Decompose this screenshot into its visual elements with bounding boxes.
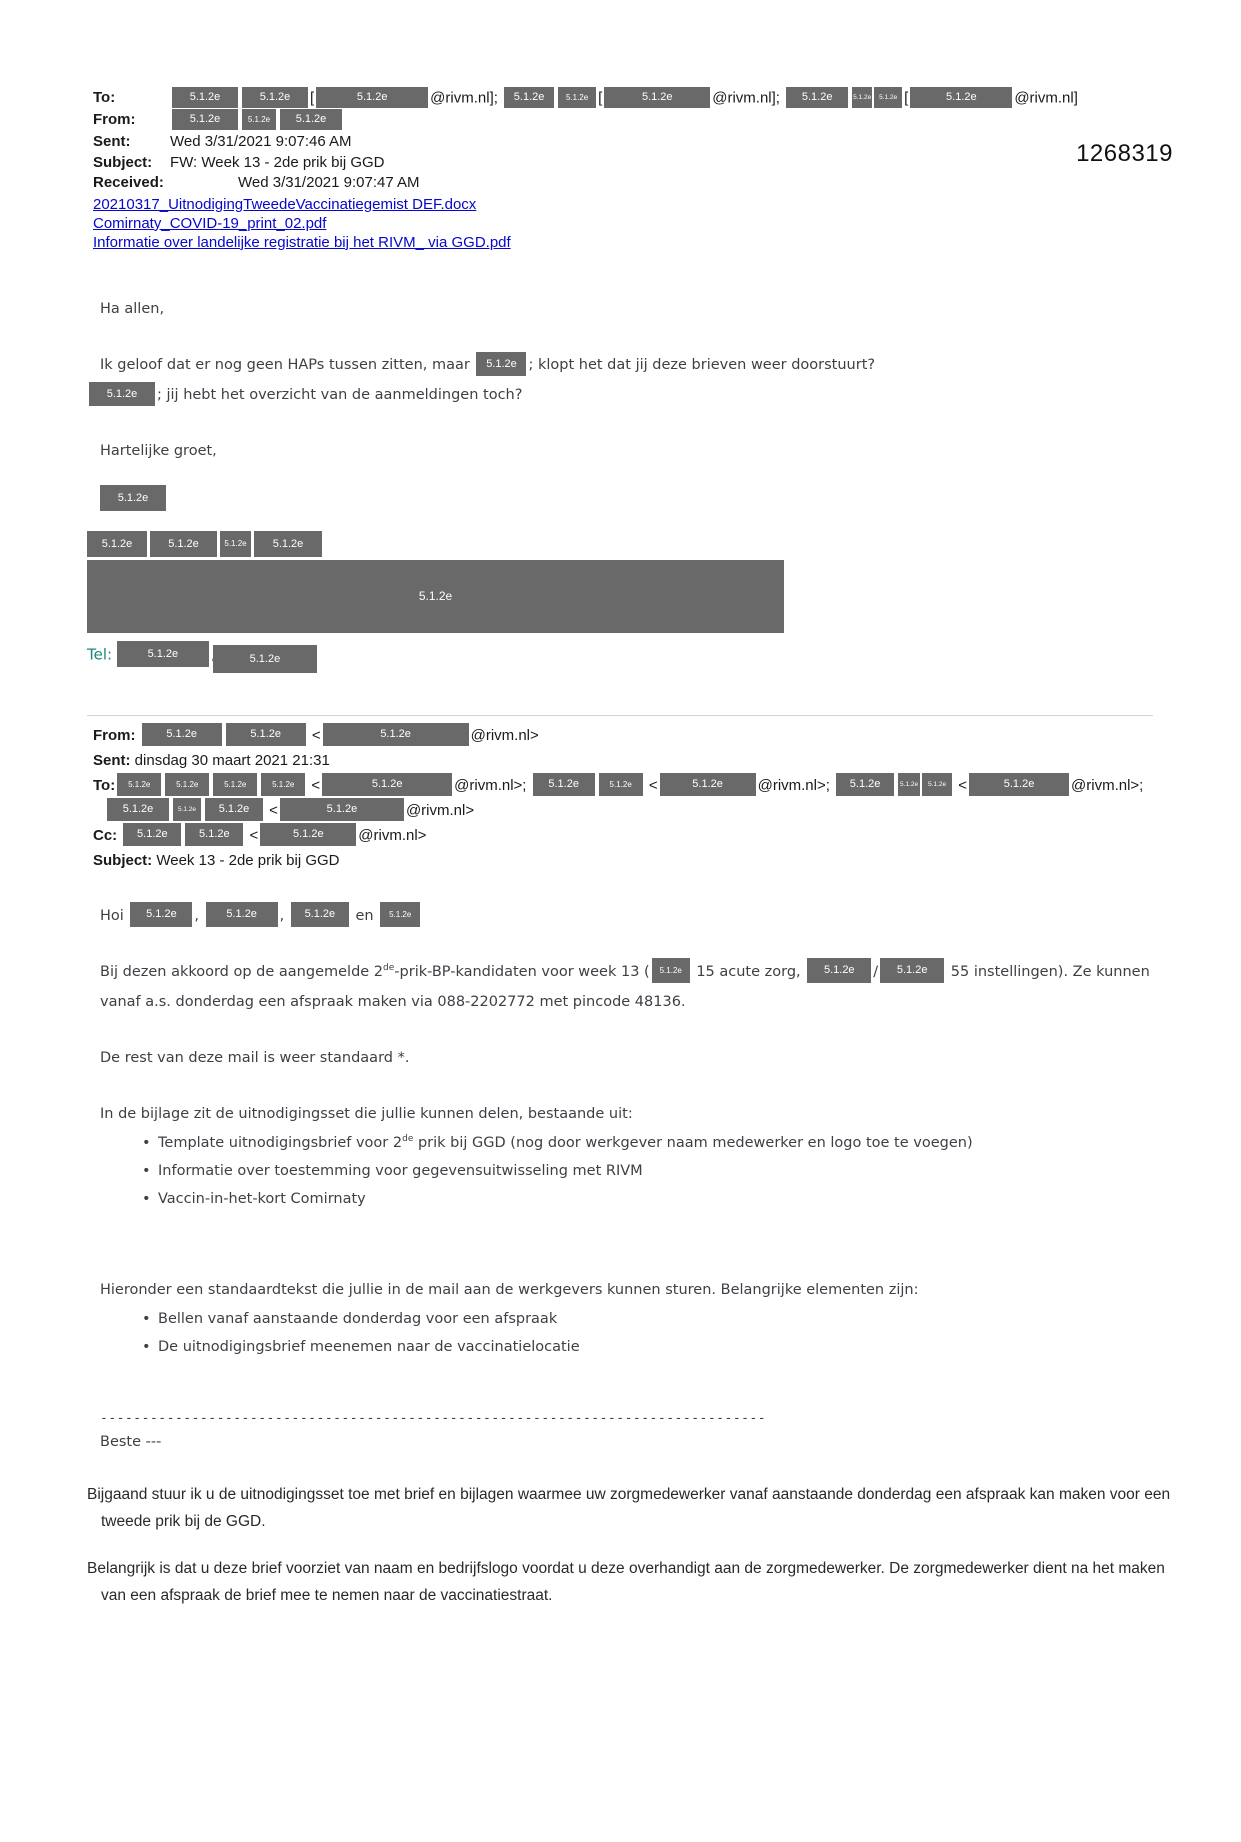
instruction-bullet-list — [142, 1305, 1175, 1361]
sent-label: Sent: — [93, 751, 131, 769]
email2-header — [93, 724, 1241, 873]
from-label: From: — [93, 111, 136, 128]
angle-bracket: < — [311, 726, 321, 744]
bullet-icon: • — [142, 1338, 151, 1355]
redaction-box: 5.1.2e — [786, 87, 848, 108]
paragraph-line — [100, 350, 1100, 380]
email1-sent-row — [93, 132, 1241, 152]
redaction-box: 5.1.2e — [173, 798, 201, 821]
spacer — [100, 324, 1100, 350]
list-item-text: Bellen vanaf aanstaande donderdag voor een afspraak — [158, 1310, 558, 1327]
bracket: [ — [310, 89, 315, 107]
email-domain: @rivm.nl>; — [757, 776, 830, 794]
list-item — [142, 1157, 1175, 1185]
list-item-text: Vaccin-in-het-kort Comirnaty — [158, 1190, 366, 1207]
email1-body — [100, 294, 1100, 466]
email2-subject-row — [93, 849, 1241, 873]
email-divider — [87, 715, 1153, 716]
tel-label: Tel: — [87, 645, 113, 663]
signature-detail-row — [87, 532, 1241, 558]
spacer — [100, 1073, 1175, 1099]
bullet-icon: • — [142, 1310, 151, 1327]
bullet-icon: • — [142, 1134, 151, 1151]
to-label: To: — [93, 776, 116, 794]
sent-value: dinsdag 30 maart 2021 21:31 — [134, 751, 330, 769]
list-item — [142, 1305, 1175, 1333]
final-paragraph-2: Belangrijk is dat u deze brief voorziet van naam en bedrijfslogo voordat u deze overhandigt aan de zorgmedewerker. De zorgmedewerker dient na het maken van een afspraak de brief mee te nemen naar de vaccinatiestraat. — [87, 1559, 1165, 1604]
email2-body — [87, 889, 1175, 1609]
email1-subject-row — [93, 153, 1241, 173]
body-text: Hoi — [100, 907, 124, 924]
list-item-text: Informatie over toestemming voor gegevensuitwisseling met RIVM — [158, 1162, 643, 1179]
angle-bracket: < — [249, 826, 259, 844]
redaction-box: 5.1.2e — [205, 798, 263, 821]
redaction-block-large — [87, 560, 784, 633]
body-text: -prik-BP-kandidaten voor week 13 ( — [394, 963, 650, 980]
redaction-box: 5.1.2e — [380, 902, 420, 927]
to-label: To: — [93, 89, 116, 106]
redaction-box: 5.1.2e — [558, 87, 596, 108]
redaction-box: 5.1.2e — [185, 823, 243, 846]
redaction-box: 5.1.2e — [142, 723, 222, 746]
redaction-box: 5.1.2e — [172, 109, 238, 130]
angle-bracket: < — [958, 776, 968, 794]
email-domain: @rivm.nl>; — [1071, 776, 1144, 794]
redaction-box: 5.1.2e — [213, 645, 317, 673]
redaction-box: 5.1.2e — [260, 823, 356, 846]
email1-header — [93, 88, 1241, 193]
document-number: 1268319 — [1076, 140, 1173, 167]
redaction-box: 5.1.2e — [322, 773, 452, 796]
email2-cc-row — [93, 824, 1241, 848]
cc-label: Cc: — [93, 826, 118, 844]
attachment-link-2[interactable]: Comirnaty_COVID-19_print_02.pdf — [93, 214, 327, 232]
redaction-box: 5.1.2e — [323, 723, 469, 746]
redaction-box: 5.1.2e — [100, 485, 166, 511]
spacer — [100, 931, 1175, 957]
redaction-box: 5.1.2e — [533, 773, 595, 796]
attachment-link-1[interactable]: 20210317_UitnodigingTweedeVaccinatiegemist DEF.docx — [93, 195, 477, 213]
redaction-box: 5.1.2e — [880, 958, 944, 983]
bracket: [ — [598, 89, 603, 107]
email2-sent-row — [93, 749, 1241, 773]
redaction-box: 5.1.2e — [117, 773, 161, 796]
list-item — [142, 1129, 1175, 1157]
angle-bracket: < — [648, 776, 658, 794]
superscript: de — [383, 962, 395, 973]
redaction-box: 5.1.2e — [89, 382, 155, 406]
email2-to-row-2 — [105, 799, 1241, 823]
list-item-text: Template uitnodigingsbrief voor 2de prik bij GGD (nog door werkgever naam medewerker en logo toe te voegen) — [158, 1133, 973, 1151]
angle-bracket: < — [269, 801, 278, 819]
salutation: Beste --- — [100, 1433, 162, 1450]
redaction-box: 5.1.2e — [280, 798, 404, 821]
body-text: Ik geloof dat er nog geen HAPs tussen zitten, maar — [100, 356, 470, 373]
comma: , — [279, 907, 285, 924]
telephone-row — [87, 641, 1241, 669]
subject-label: Subject: — [93, 851, 153, 869]
email-domain: @rivm.nl]; — [712, 89, 780, 107]
sent-label: Sent: — [93, 133, 131, 150]
subject-value: FW: Week 13 - 2de prik bij GGD — [170, 153, 385, 171]
email1-to-row — [93, 88, 1241, 109]
redaction-box: 5.1.2e — [220, 531, 251, 557]
list-item — [142, 1185, 1175, 1213]
redaction-box: 5.1.2e — [107, 798, 169, 821]
redaction-box: 5.1.2e — [910, 87, 1012, 108]
list-item — [142, 1333, 1175, 1361]
redaction-box: 5.1.2e — [836, 773, 894, 796]
approval-paragraph — [100, 957, 1175, 1017]
email1-from-row — [93, 110, 1241, 131]
redaction-box: 5.1.2e — [476, 352, 526, 376]
redaction-box: 5.1.2e — [652, 958, 690, 983]
slash: / — [873, 963, 879, 980]
from-value — [170, 110, 344, 131]
redaction-box: 5.1.2e — [172, 87, 238, 108]
redaction-box: 5.1.2e — [599, 773, 643, 796]
superscript: de — [402, 1133, 414, 1144]
received-value: Wed 3/31/2021 9:07:47 AM — [238, 174, 420, 191]
body-text: Bij dezen akkoord op de aangemelde 2 — [100, 963, 384, 980]
angle-bracket: < — [311, 776, 321, 794]
redaction-box: 5.1.2e — [87, 531, 147, 557]
body-text: 15 acute zorg, — [696, 963, 801, 980]
redaction-box: 5.1.2e — [117, 641, 209, 667]
closing-text: Hartelijke groet, — [100, 442, 217, 459]
redaction-box: 5.1.2e — [123, 823, 181, 846]
redaction-box: 5.1.2e — [969, 773, 1069, 796]
subject-value: Week 13 - 2de prik bij GGD — [156, 851, 340, 869]
list-item-text: De uitnodigingsbrief meenemen naar de vaccinatielocatie — [158, 1338, 580, 1355]
spacer — [100, 1213, 1175, 1275]
signature-block — [87, 486, 1241, 669]
email2-from-row — [93, 724, 1241, 748]
attachment-link-3[interactable]: Informatie over landelijke registratie bij het RIVM_ via GGD.pdf — [93, 233, 511, 251]
email-domain: @rivm.nl]; — [430, 89, 498, 107]
email-domain: @rivm.nl] — [1014, 89, 1078, 107]
spacer — [100, 1455, 1175, 1481]
redaction-box: 5.1.2e — [242, 87, 308, 108]
body-text: 55 instellingen). Ze kunnen vanaf a.s. donderdag een afspraak maken via 088-2202772 met pincode 48136. — [100, 963, 1150, 1010]
bracket: [ — [904, 89, 909, 107]
subject-label: Subject: — [93, 153, 153, 171]
redaction-box: 5.1.2e — [874, 87, 902, 108]
redaction-box: 5.1.2e — [226, 723, 306, 746]
redaction-box: 5.1.2e — [242, 109, 276, 130]
redaction-box: 5.1.2e — [150, 531, 217, 557]
email1-received-row — [93, 173, 1241, 193]
received-label: Received: — [93, 174, 164, 191]
greeting: Ha allen, — [100, 300, 165, 317]
redaction-label: 5.1.2e — [418, 589, 453, 603]
comma: , — [194, 907, 200, 924]
bullet-icon: • — [142, 1162, 151, 1179]
email2-to-row — [93, 774, 1241, 798]
redaction-box: 5.1.2e — [852, 87, 872, 108]
standard-text-intro: Hieronder een standaardtekst die jullie in de mail aan de werkgevers kunnen sturen. Belangrijke elementen zijn: — [100, 1281, 919, 1298]
from-label: From: — [93, 726, 136, 744]
redaction-box: 5.1.2e — [291, 902, 349, 927]
standard-note: De rest van deze mail is weer standaard *. — [100, 1049, 410, 1066]
attachment-links — [93, 195, 1241, 252]
dashed-separator: -------------------------------------------------------------------------------- — [100, 1410, 767, 1426]
spacer — [100, 889, 1175, 901]
signature-name-row — [100, 486, 1241, 512]
redaction-box: 5.1.2e — [807, 958, 871, 983]
redaction-box: 5.1.2e — [922, 773, 952, 796]
redaction-box: 5.1.2e — [504, 87, 554, 108]
redaction-box: 5.1.2e — [898, 773, 920, 796]
redaction-box: 5.1.2e — [261, 773, 305, 796]
document-page — [0, 88, 1241, 1842]
spacer — [100, 1017, 1175, 1043]
spacer — [100, 1361, 1175, 1409]
email-domain: @rivm.nl> — [470, 726, 539, 744]
redaction-box: 5.1.2e — [316, 87, 428, 108]
sent-value: Wed 3/31/2021 9:07:46 AM — [170, 133, 352, 150]
spacer — [100, 410, 1100, 436]
body-text: en — [355, 907, 374, 924]
spacer — [100, 1535, 1175, 1555]
email-domain: @rivm.nl> — [405, 801, 475, 819]
final-paragraph-1: Bijgaand stuur ik u de uitnodigingsset toe met brief en bijlagen waarmee uw zorgmedewerker vanaf aanstaande donderdag een afspraak kan maken voor een tweede prik bij de GGD. — [87, 1485, 1171, 1530]
greeting-line — [100, 901, 1175, 931]
paragraph-line — [87, 380, 1100, 410]
attachments-intro: In de bijlage zit de uitnodigingsset die jullie kunnen delen, bestaande uit: — [100, 1105, 633, 1122]
redaction-box: 5.1.2e — [130, 902, 192, 927]
email-domain: @rivm.nl>; — [454, 776, 527, 794]
redaction-box: 5.1.2e — [280, 109, 342, 130]
body-text: ; jij hebt het overzicht van de aanmeldingen toch? — [157, 386, 523, 403]
redaction-box: 5.1.2e — [206, 902, 278, 927]
to-value — [170, 88, 1078, 109]
redaction-box: 5.1.2e — [254, 531, 322, 557]
attachment-bullet-list — [142, 1129, 1175, 1213]
redaction-box: 5.1.2e — [660, 773, 756, 796]
redaction-box: 5.1.2e — [604, 87, 710, 108]
redaction-box: 5.1.2e — [165, 773, 209, 796]
bullet-icon: • — [142, 1190, 151, 1207]
redaction-box: 5.1.2e — [213, 773, 257, 796]
body-text: ; klopt het dat jij deze brieven weer doorstuurt? — [528, 356, 876, 373]
email-domain: @rivm.nl> — [358, 826, 427, 844]
